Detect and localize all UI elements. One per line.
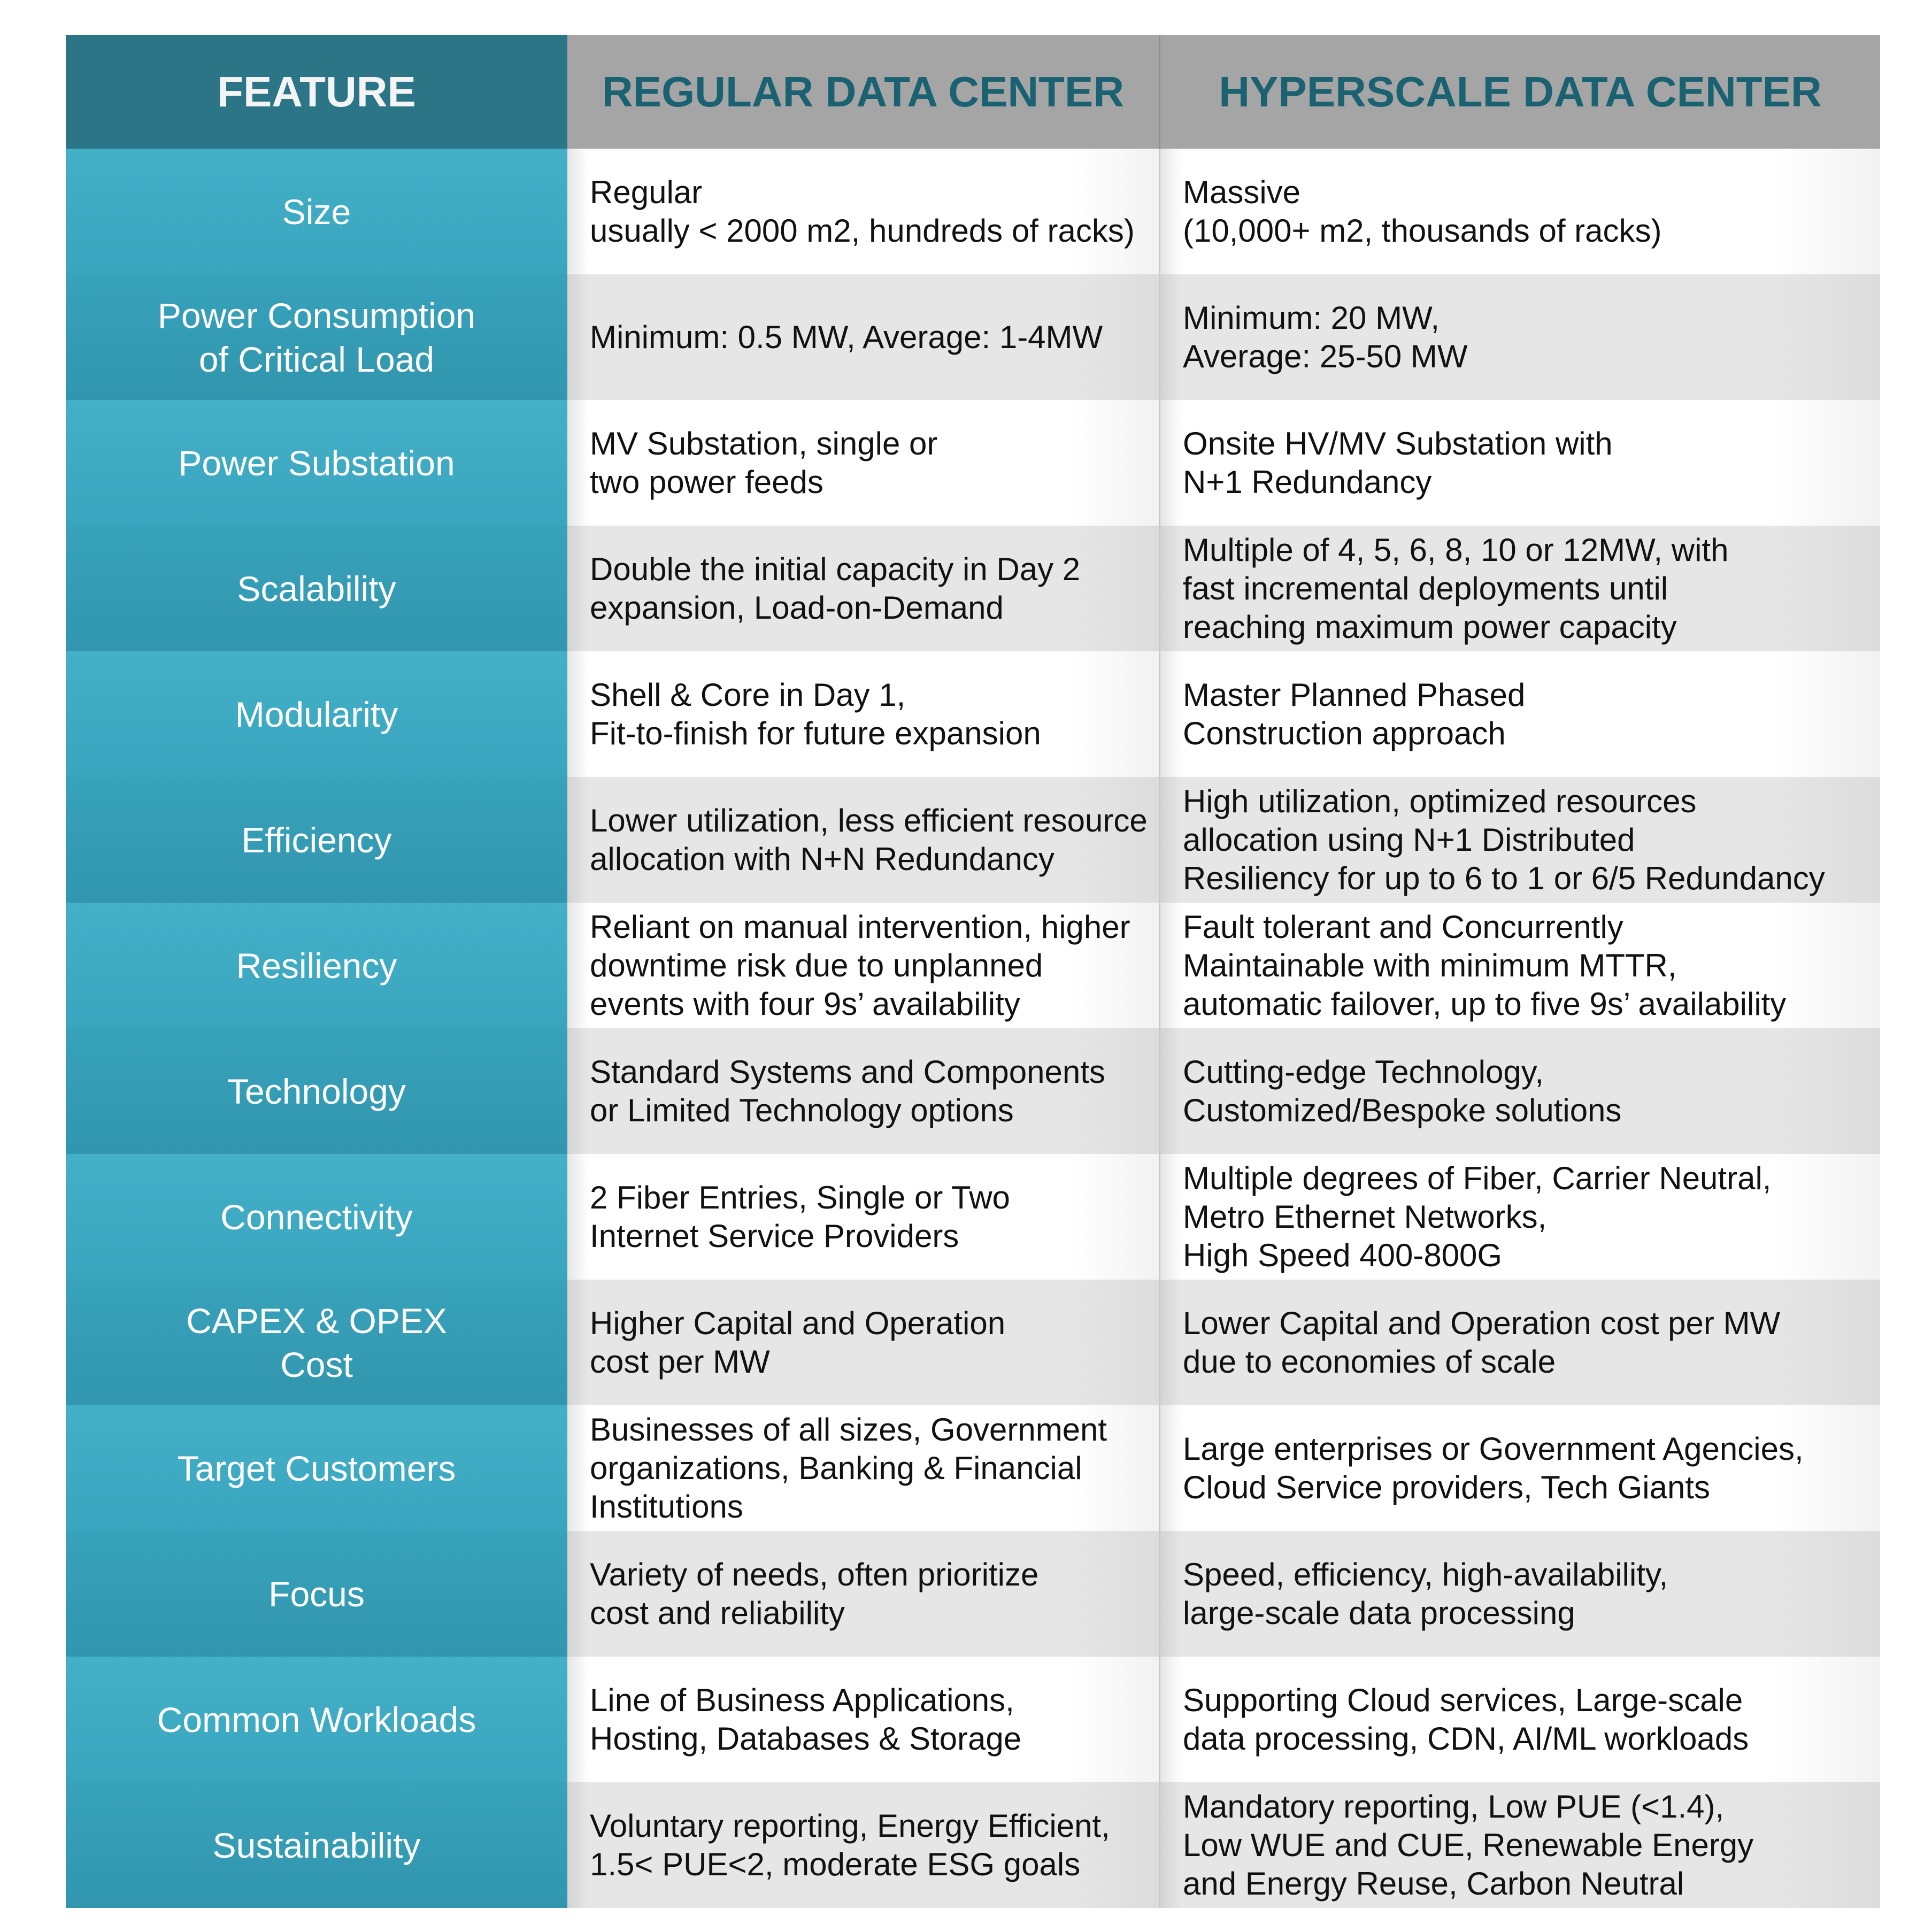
feature-cell (66, 777, 567, 903)
regular-cell (567, 1280, 1160, 1405)
feature-cell (66, 400, 567, 526)
comparison-table (66, 35, 1880, 1908)
cell-text-line: Shell & Core in Day 1, (590, 676, 906, 713)
cell-text-line: Multiple degrees of Fiber, Carrier Neutral, (1183, 1160, 1772, 1196)
cell-text-line: allocation using N+1 Distributed (1183, 821, 1635, 858)
cell-text-line: Low WUE and CUE, Renewable Energy (1183, 1827, 1754, 1863)
hyperscale-cell (1160, 903, 1880, 1028)
cell-text-line: Standard Systems and Components (590, 1053, 1105, 1090)
hyperscale-cell (1160, 1405, 1880, 1531)
cell-text-line: automatic failover, up to five 9s’ availability (1183, 986, 1787, 1022)
regular-cell (567, 1782, 1160, 1908)
cell-text-line: due to economies of scale (1183, 1343, 1556, 1380)
cell-text-line: allocation with N+N Redundancy (590, 841, 1054, 877)
cell-text-line: Higher Capital and Operation (590, 1305, 1006, 1341)
hyperscale-cell (1160, 651, 1880, 777)
hyperscale-cell (1160, 1154, 1880, 1280)
feature-cell (66, 1280, 567, 1405)
hyperscale-cell (1160, 526, 1880, 651)
cell-text-line: Sustainability (212, 1825, 421, 1865)
table-row (66, 526, 1880, 651)
cell-text-line: Large enterprises or Government Agencies, (1183, 1430, 1804, 1467)
feature-cell (66, 1154, 567, 1280)
regular-cell (567, 526, 1160, 651)
table-row (66, 1782, 1880, 1908)
cell-text-line: and Energy Reuse, Carbon Neutral (1183, 1865, 1684, 1902)
cell-text-line: Line of Business Applications, (590, 1682, 1014, 1718)
cell-text-line: two power feeds (590, 464, 823, 500)
table-header (66, 35, 1880, 149)
regular-cell (567, 1154, 1160, 1280)
feature-cell (66, 1782, 567, 1908)
table-row (66, 903, 1880, 1028)
cell-text-line: Target Customers (177, 1448, 456, 1488)
table-row (66, 1028, 1880, 1154)
cell-text-line: Lower Capital and Operation cost per MW (1183, 1305, 1781, 1341)
cell-text-line: Efficiency (241, 820, 392, 860)
cell-text-line: Institutions (590, 1488, 743, 1525)
feature-cell (66, 1405, 567, 1531)
cell-text-line: Power Substation (178, 443, 455, 483)
cell-text-line: Customized/Bespoke solutions (1183, 1092, 1622, 1128)
table-row (66, 1657, 1880, 1782)
cell-text-line: Size (282, 191, 351, 232)
cell-text-line: Cloud Service providers, Tech Giants (1183, 1469, 1711, 1505)
cell-text-line: Construction approach (1183, 715, 1506, 751)
cell-text-line: large-scale data processing (1183, 1595, 1575, 1631)
cell-text-line: CAPEX & OPEX (186, 1300, 447, 1341)
regular-cell (567, 149, 1160, 274)
cell-text-line: Multiple of 4, 5, 6, 8, 10 or 12MW, with (1183, 532, 1729, 568)
cell-text-line: Minimum: 20 MW, (1183, 299, 1440, 336)
regular-cell (567, 1405, 1160, 1531)
cell-text-line: or Limited Technology options (590, 1092, 1014, 1128)
cell-text-line: Resiliency (236, 945, 397, 986)
hyperscale-cell (1160, 400, 1880, 526)
cell-text-line: Connectivity (220, 1197, 413, 1237)
cell-text-line: Cutting-edge Technology, (1183, 1053, 1544, 1090)
header-regular: REGULAR DATA CENTER (567, 35, 1160, 149)
cell-text-line: cost per MW (590, 1343, 770, 1380)
cell-text-line: Power Consumption (157, 295, 476, 335)
cell-text-line: Fault tolerant and Concurrently (1183, 909, 1623, 945)
cell-text-line: cost and reliability (590, 1595, 845, 1631)
cell-text-line: Lower utilization, less efficient resource (590, 802, 1148, 838)
table-row (66, 1154, 1880, 1280)
cell-text-line: Internet Service Providers (590, 1218, 959, 1254)
regular-cell (567, 777, 1160, 903)
cell-text-line: Fit-to-finish for future expansion (590, 715, 1041, 751)
hyperscale-cell (1160, 149, 1880, 274)
feature-cell (66, 526, 567, 651)
cell-text-line: MV Substation, single or (590, 425, 938, 461)
cell-text-line: downtime risk due to unplanned (590, 947, 1043, 983)
cell-text-line: Resiliency for up to 6 to 1 or 6/5 Redundancy (1183, 860, 1825, 896)
cell-text-line: Cost (280, 1344, 353, 1384)
cell-text-line: Variety of needs, often prioritize (590, 1556, 1039, 1592)
cell-text-line: Supporting Cloud services, Large-scale (1183, 1682, 1743, 1718)
feature-cell (66, 1028, 567, 1154)
regular-cell (567, 1657, 1160, 1782)
cell-text-line: Focus (268, 1574, 365, 1614)
regular-cell (567, 400, 1160, 526)
cell-text-line: Double the initial capacity in Day 2 (590, 551, 1081, 587)
cell-text-line: Technology (227, 1071, 406, 1111)
cell-text-line: events with four 9s’ availability (590, 986, 1020, 1022)
cell-text-line: Average: 25-50 MW (1183, 338, 1468, 374)
feature-cell (66, 1657, 567, 1782)
feature-cell (66, 651, 567, 777)
cell-text-line: Common Workloads (157, 1699, 476, 1739)
feature-cell (66, 274, 567, 400)
table-row (66, 777, 1880, 903)
cell-text-line: N+1 Redundancy (1183, 464, 1432, 500)
cell-text-line: reaching maximum power capacity (1183, 609, 1677, 645)
hyperscale-cell (1160, 1028, 1880, 1154)
hyperscale-cell (1160, 777, 1880, 903)
hyperscale-cell (1160, 1531, 1880, 1657)
cell-text-line: Mandatory reporting, Low PUE (<1.4), (1183, 1788, 1725, 1825)
cell-text-line: (10,000+ m2, thousands of racks) (1183, 212, 1662, 249)
cell-text-line: Speed, efficiency, high-availability, (1183, 1556, 1668, 1592)
cell-text-line: Metro Ethernet Networks, (1183, 1198, 1547, 1235)
cell-text-line: of Critical Load (198, 339, 435, 379)
hyperscale-cell (1160, 1657, 1880, 1782)
table-row (66, 651, 1880, 777)
cell-text-line: Master Planned Phased (1183, 676, 1526, 713)
regular-cell (567, 1531, 1160, 1657)
cell-text-line: 1.5< PUE<2, moderate ESG goals (590, 1846, 1081, 1882)
cell-text-line: 2 Fiber Entries, Single or Two (590, 1179, 1010, 1215)
header-hyperscale: HYPERSCALE DATA CENTER (1160, 35, 1880, 149)
cell-text-line: High Speed 400-800G (1183, 1237, 1503, 1273)
cell-text-line: Scalability (237, 568, 396, 609)
regular-cell (567, 903, 1160, 1028)
regular-cell (567, 1028, 1160, 1154)
cell-text-line: Regular (590, 174, 703, 210)
cell-text-line: Massive (1183, 174, 1301, 210)
cell-text-line: Modularity (235, 694, 398, 734)
cell-text-line: fast incremental deployments until (1183, 570, 1668, 606)
table-row (66, 1405, 1880, 1531)
header-feature: FEATURE (66, 35, 567, 149)
cell-text-line: Hosting, Databases & Storage (590, 1720, 1022, 1757)
hyperscale-cell (1160, 1782, 1880, 1908)
cell-text-line: expansion, Load-on-Demand (590, 589, 1004, 626)
cell-text-line: Reliant on manual intervention, higher (590, 909, 1130, 945)
cell-text-line: usually < 2000 m2, hundreds of racks) (590, 212, 1135, 249)
table-body (66, 149, 1880, 1908)
feature-cell (66, 149, 567, 274)
cell-text-line: Onsite HV/MV Substation with (1183, 425, 1613, 461)
cell-text-line: Minimum: 0.5 MW, Average: 1-4MW (590, 319, 1103, 355)
feature-cell (66, 903, 567, 1028)
table-row (66, 1531, 1880, 1657)
hyperscale-cell (1160, 274, 1880, 400)
cell-text-line: High utilization, optimized resources (1183, 783, 1697, 819)
hyperscale-cell (1160, 1280, 1880, 1405)
feature-cell (66, 1531, 567, 1657)
cell-text-line: Businesses of all sizes, Government (590, 1411, 1107, 1448)
cell-text-line: Voluntary reporting, Energy Efficient, (590, 1807, 1110, 1844)
cell-text-line: organizations, Banking & Financial (590, 1450, 1082, 1486)
regular-cell (567, 274, 1160, 400)
cell-text-line: Maintainable with minimum MTTR, (1183, 947, 1677, 983)
regular-cell (567, 651, 1160, 777)
table-row (66, 274, 1880, 400)
table-row (66, 400, 1880, 526)
table-row (66, 1280, 1880, 1405)
cell-text-line: data processing, CDN, AI/ML workloads (1183, 1720, 1749, 1757)
table-row (66, 149, 1880, 274)
